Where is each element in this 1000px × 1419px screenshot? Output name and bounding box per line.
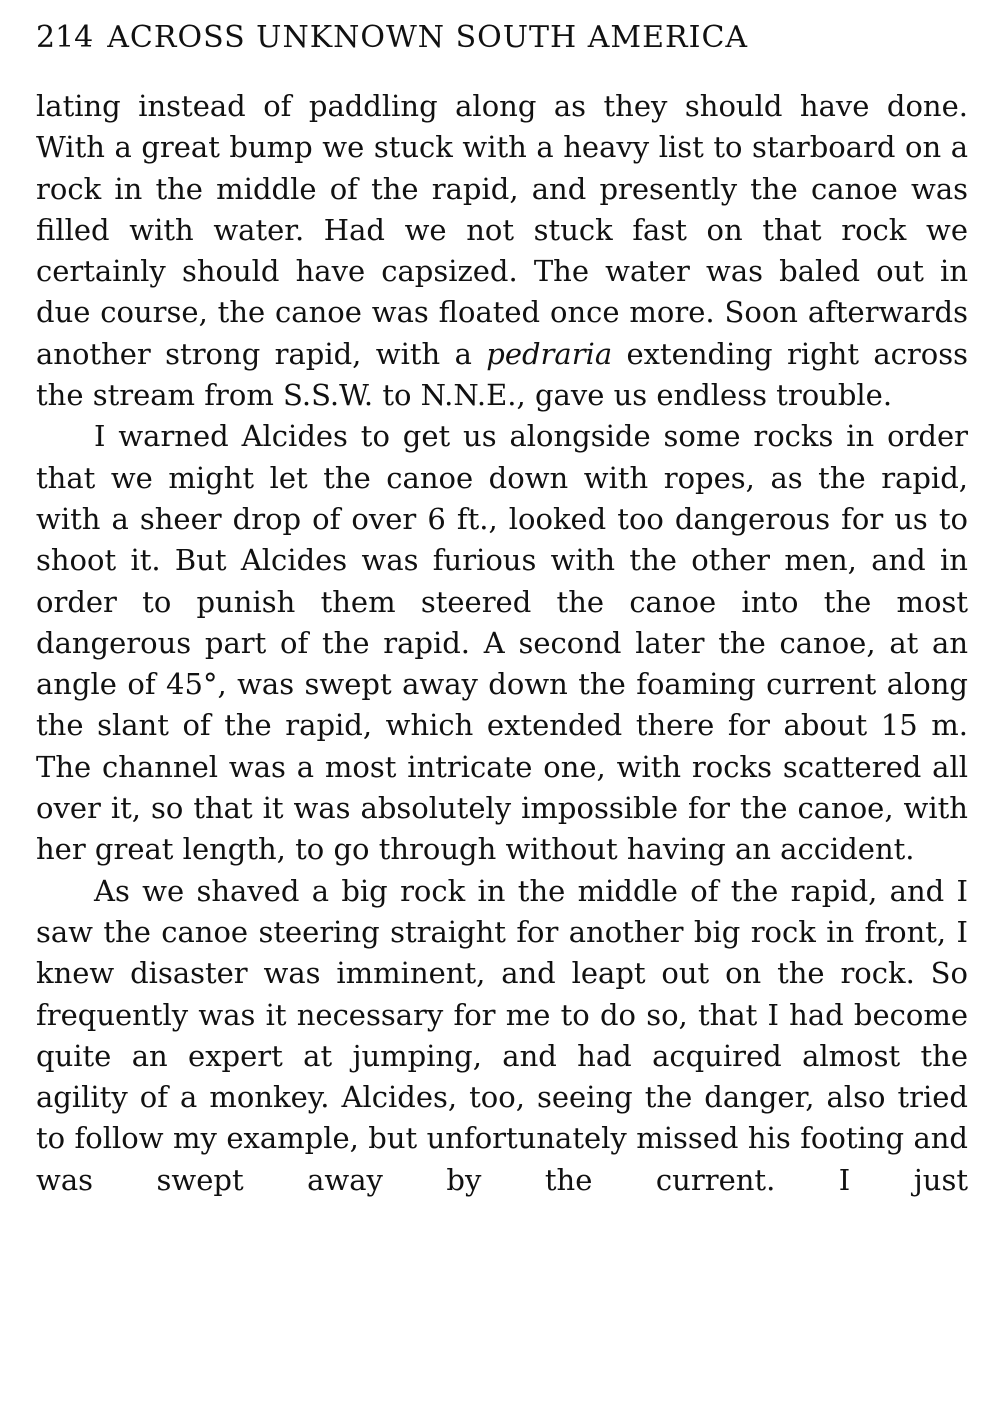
running-title: ACROSS UNKNOWN SOUTH AMERICA <box>107 20 749 55</box>
paragraph-text: extending right across the stream from S.S.W. to N.N.E., gave us endless trouble. <box>36 336 968 413</box>
paragraph-alcides-warning: I warned Alcides to get us alongside some rocks in order that we might let the canoe down with ropes, as the rapid, with a sheer drop of over 6 ft., looked too dangerous for us to shoot it. But Alcides was furious with the other men, and in order to punish them steered the canoe into the most dangerous part of the rapid. A second later the canoe, at an angle of 45°, was swept away down the foaming current along the slant of the rapid, which extended there for about 15 m. The channel was a most intricate one, with rocks scattered all over it, so that it was absolutely impossible for the canoe, with her great length, to go through without having an accident. <box>36 419 968 867</box>
page-number: 214 <box>36 20 94 55</box>
book-page <box>36 18 968 1201</box>
paragraph-text: lating instead of paddling along as they should have done. With a great bump we stuck with a heavy list to starboard on a rock in the middle of the rapid, and presently the canoe was filled with water. Had we not stuck fast on that rock we certainly should have capsized. The water was baled out in due course, the canoe was floated once more. Soon afterwards another strong rapid, with a <box>36 89 968 371</box>
running-head <box>36 18 968 62</box>
paragraph-big-rock: As we shaved a big rock in the middle of the rapid, and I saw the canoe steering straight for another big rock in front, I knew disaster was imminent, and leapt out on the rock. So frequently was it necessary for me to do so, that I had become quite an expert at jumping, and had acquired almost the agility of a monkey. Alcides, too, seeing the danger, also tried to follow my example, but unfortunately missed his footing and was swept away by the current. I just <box>36 873 968 1197</box>
paragraph-continued <box>36 86 968 416</box>
italic-term: pedraria <box>486 336 613 371</box>
